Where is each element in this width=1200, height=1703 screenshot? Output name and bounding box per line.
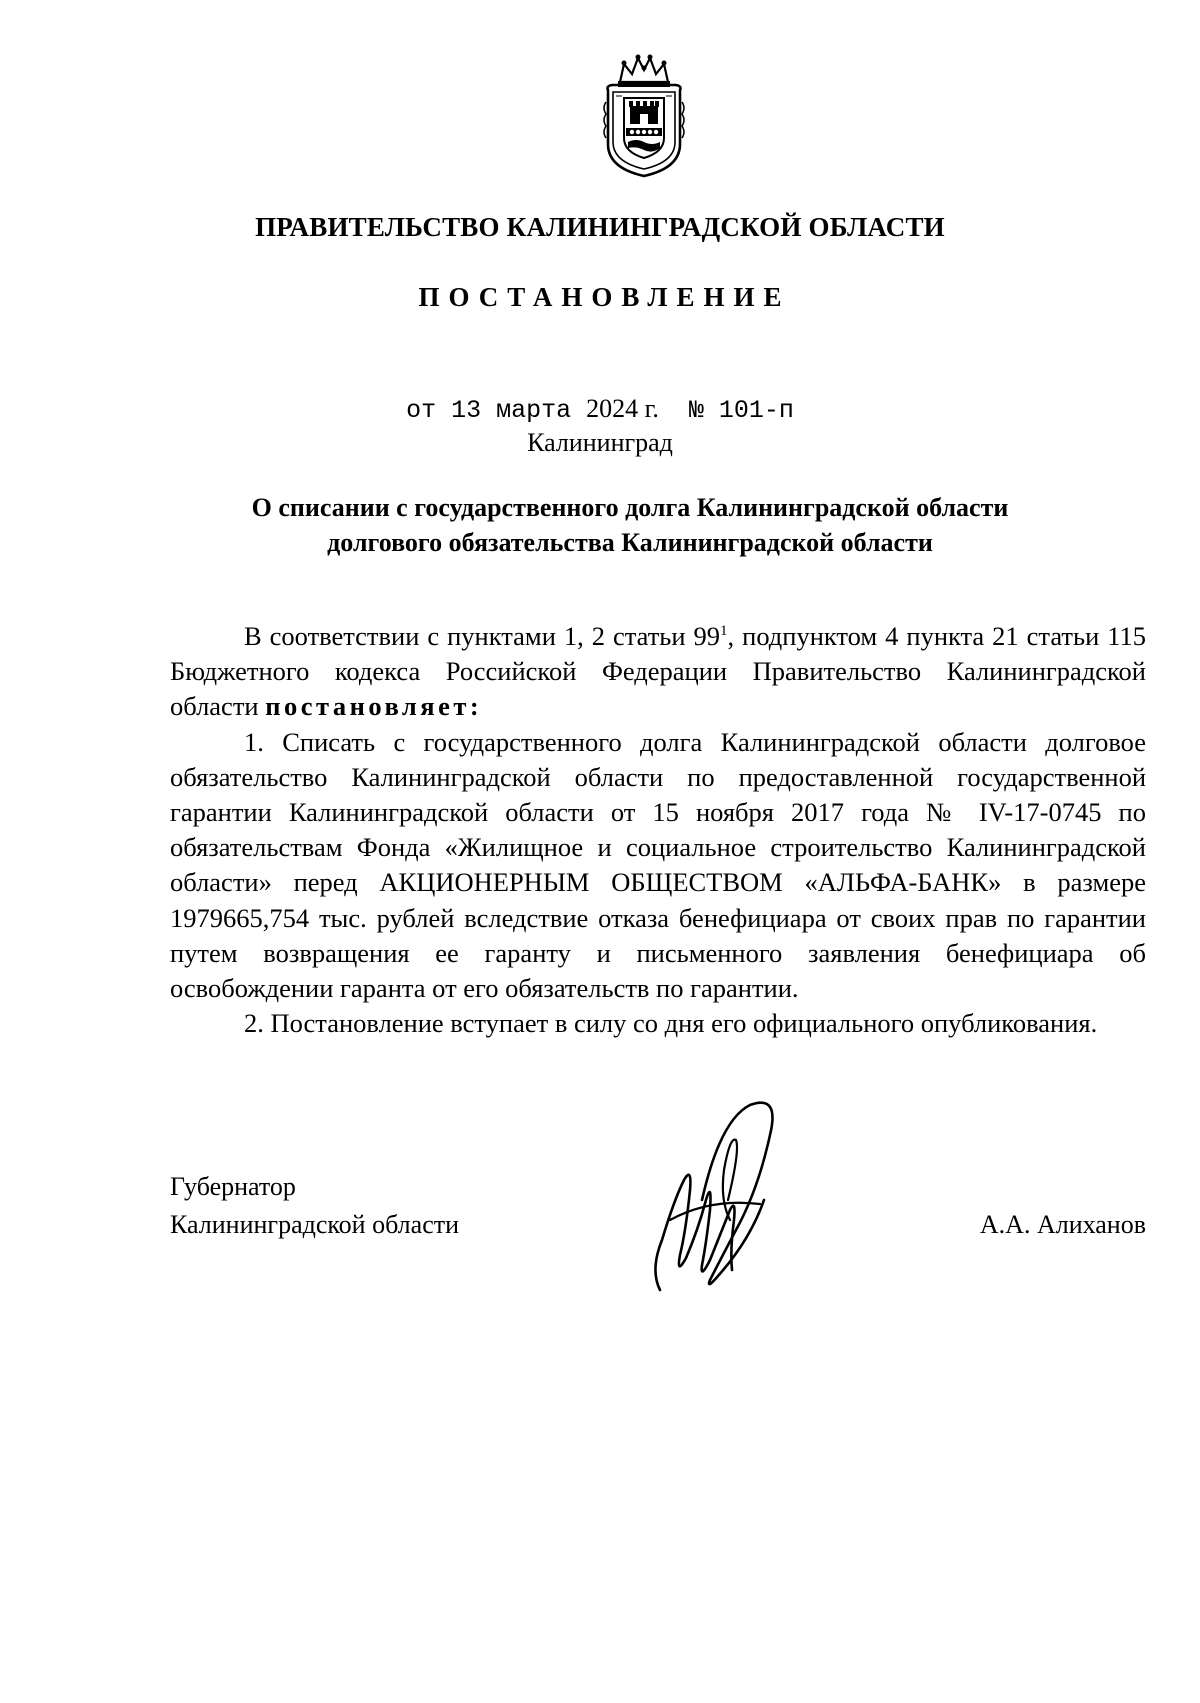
government-title: ПРАВИТЕЛЬСТВО КАЛИНИНГРАДСКОЙ ОБЛАСТИ [255, 212, 945, 242]
city: Калининград [527, 428, 673, 457]
subject-line-1: О списании с государственного долга Калининградской области [251, 493, 1009, 522]
position-line-2: Калининградской области [170, 1210, 460, 1239]
document-number: № 101-п [658, 396, 794, 425]
kaliningrad-coat-of-arms-icon [602, 52, 686, 180]
position-line-1: Губернатор [170, 1172, 296, 1201]
preamble-part-2: , подпунктом 4 пункта 21 статьи 115 Бюджетного кодекса Российской Федерации Правительство Калининградской области [170, 621, 1146, 722]
date-year: 2024 г. [586, 394, 659, 423]
subject-line-2: долгового обязательства Калининградской области [327, 528, 933, 557]
signatory-name: А.А. Алиханов [979, 1210, 1146, 1239]
preamble-resolves: постановляет: [265, 691, 483, 722]
date-number-line [0, 394, 1200, 425]
clause-2-paragraph: 2. Постановление вступает в силу со дня его официального опубликования. [244, 1008, 1098, 1039]
handwritten-signature-icon [640, 1080, 810, 1310]
date-prefix: от 13 марта [406, 396, 587, 425]
preamble-part-1: В соответствии с пунктами 1, 2 статьи 99 [244, 621, 721, 651]
document-body [170, 619, 1146, 1041]
clause-1-paragraph: 1. Списать с государственного долга Калининградской области долговое обязательство Калининградской области по предоставленной государственной гарантии Калининградской области от 15 ноября 2017 года № IV-17-0745 по обязательствам Фонда «Жилищное и социальное строительство Калининградской области» перед АКЦИОНЕРНЫМ ОБЩЕСТВОМ «АЛЬФА-БАНК» в размере 1979665,754 тыс. рублей вследствие отказа бенефициара от своих прав по гарантии путем возвращения ее гаранту и письменного заявления бенефициара об освобождении гаранта от его обязательств по гарантии. [170, 726, 1146, 1004]
preamble-paragraph [170, 619, 1146, 725]
signatory-position [170, 1168, 459, 1244]
preamble-superscript: 1 [720, 623, 728, 640]
document-type: ПОСТАНОВЛЕНИЕ [418, 282, 791, 312]
document-subject [170, 490, 1090, 560]
